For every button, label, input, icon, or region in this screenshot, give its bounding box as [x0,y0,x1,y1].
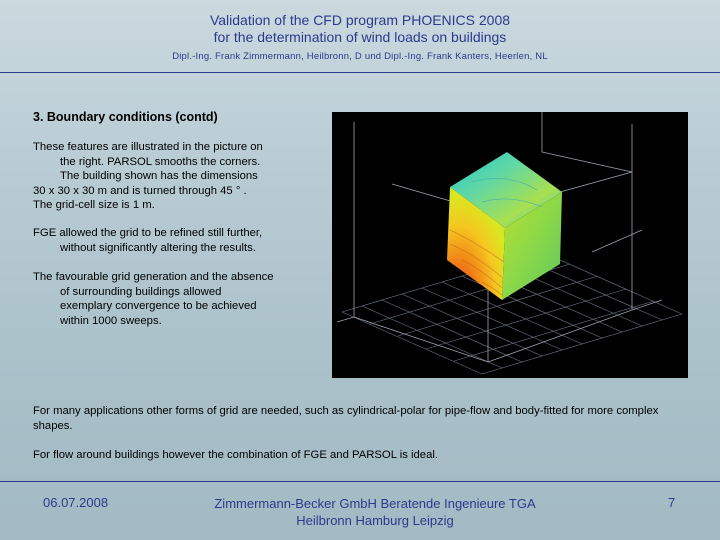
cfd-grid-render-svg [332,112,688,378]
title-line-1: Validation of the CFD program PHOENICS 2008 [209,12,511,28]
text-line: The grid-cell size is 1 m. [33,199,155,211]
building-cube [447,152,562,300]
footer-company [200,495,550,529]
page-number: 7 [668,495,676,510]
paragraph-ideal-combination: For flow around buildings however the combination of FGE and PARSOL is ideal. [33,449,439,461]
authors-line: Dipl.-Ing. Frank Zimmermann, Heilbronn, D und Dipl.-Ing. Frank Kanters, Heerlen, NL [172,51,548,62]
paragraph-fge-refinement [33,226,318,255]
text-line: The favourable grid generation and the absence [33,271,274,283]
paragraph-other-grids: For many applications other forms of grid are needed, such as cylindrical-polar for pipe-flow and body-fitted for more complex shapes. [33,405,659,432]
paragraph-convergence [33,270,318,328]
text-line: 30 x 30 x 30 m and is turned through 45 ° . [33,184,247,197]
paragraph-grid-features [33,140,318,213]
section-heading: 3. Boundary conditions (contd) [33,110,218,124]
text-line: The building shown has the dimensions [60,170,258,182]
text-line: exemplary convergence to be achieved [60,300,257,312]
company-name: Zimmermann-Becker GmbH Beratende Ingenieure TGA [214,496,536,511]
text-line: without significantly altering the results. [60,241,256,254]
cfd-grid-render-image [332,112,688,378]
text-line: the right. PARSOL smooths the corners. [60,155,261,168]
footer-date: 06.07.2008 [43,495,109,510]
text-line: within 1000 sweeps. [60,314,162,327]
footer-divider [0,481,720,482]
text-line: These features are illustrated in the picture on [33,141,263,153]
slide-title [0,12,720,46]
title-line-2: for the determination of wind loads on buildings [213,29,507,45]
text-line: FGE allowed the grid to be refined still further, [33,227,263,239]
company-locations: Heilbronn Hamburg Leipzig [296,513,454,528]
header-divider [0,72,720,73]
text-line: of surrounding buildings allowed [60,285,222,298]
